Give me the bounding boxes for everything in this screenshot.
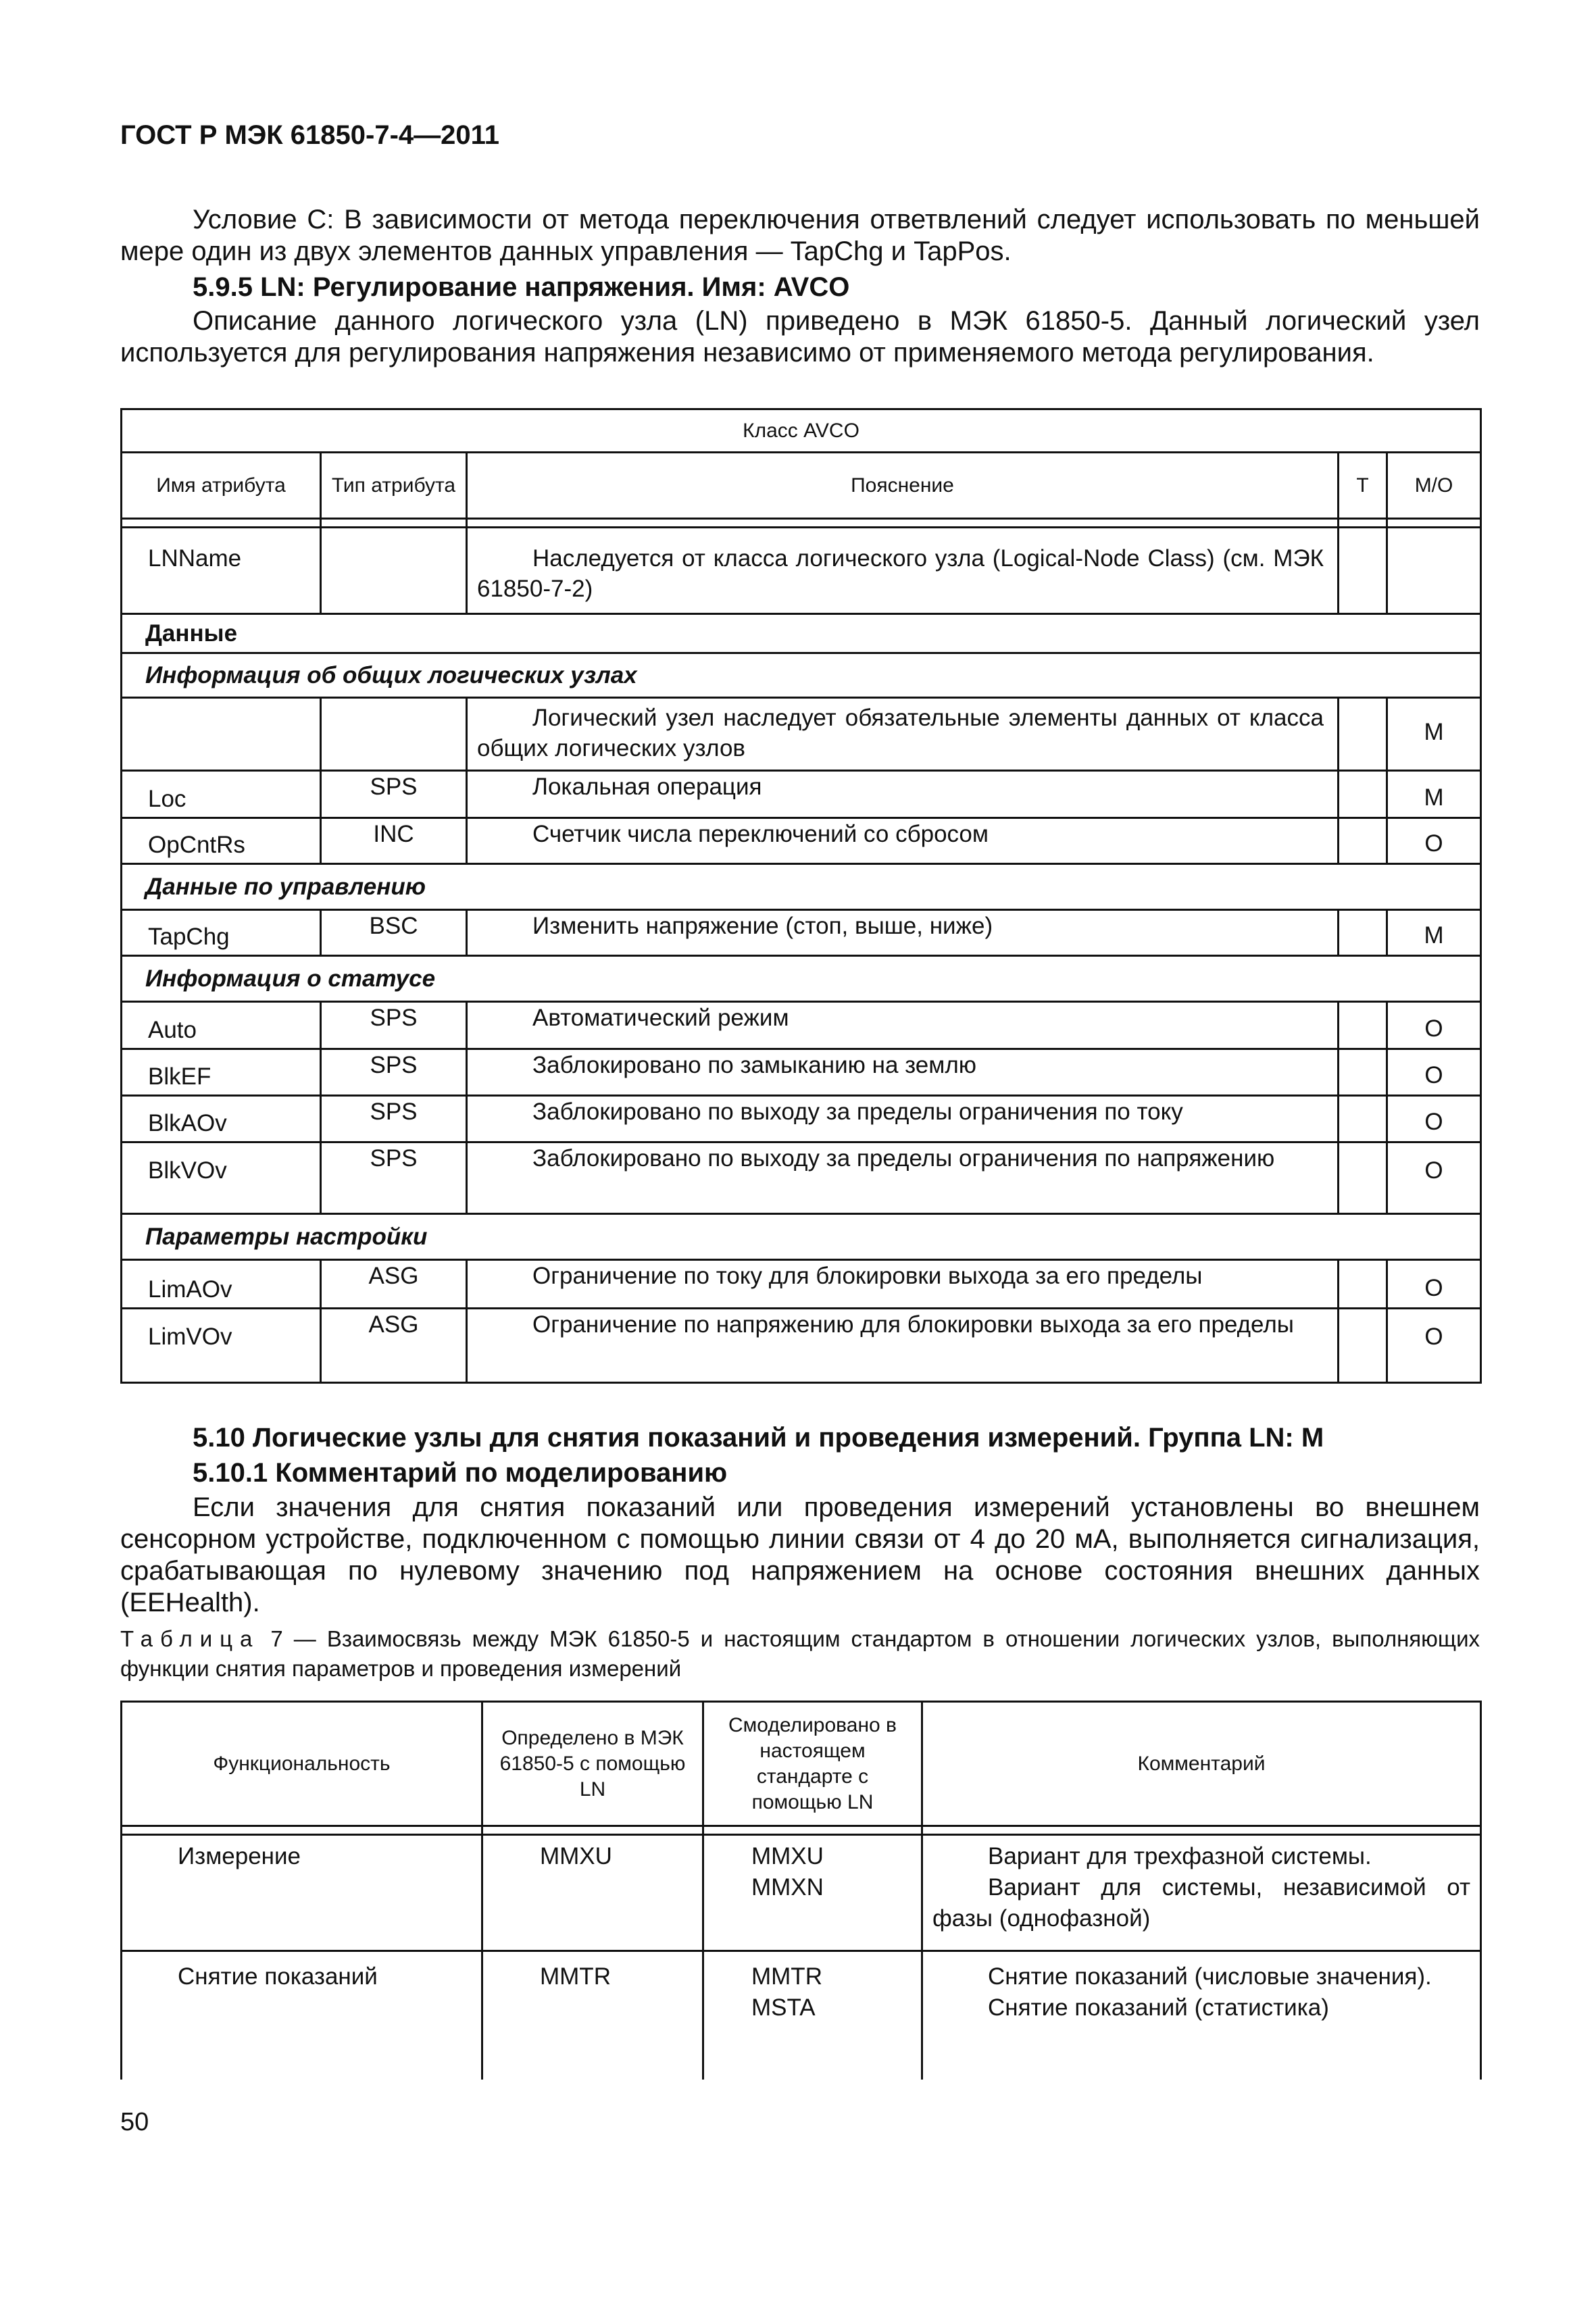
t7-col-defined: Определено в МЭК 61850-5 с помощью LN — [482, 1702, 703, 1826]
table7-caption-label: Таблица — [120, 1626, 260, 1651]
col-mo: M/O — [1387, 453, 1481, 519]
t7-col-modeled: Смоделировано в настоящем стандарте с помощью LN — [703, 1702, 922, 1826]
document-header: ГОСТ Р МЭК 61850-7-4—2011 — [120, 120, 499, 150]
col-attribute-type: Тип атрибута — [321, 453, 467, 519]
t7-col-functionality: Функциональность — [122, 1702, 482, 1826]
page-number: 50 — [120, 2108, 149, 2136]
paragraph-avco-description: Описание данного логического узла (LN) приведено в МЭК 61850-5. Данный логический узел используется для регулирования напряжения независимо от применяемого метода регулирования. — [120, 306, 1480, 368]
t7-col-comment: Комментарий — [922, 1702, 1481, 1826]
avco-class-table — [120, 408, 1482, 1384]
section-common-info: Информация об общих логических узлах — [122, 653, 1481, 698]
table7-caption-text: 7 — Взаимосвязь между МЭК 61850-5 и настоящим стандартом в отношении логических узлов, выполняющих функции снятия параметров и проведения измерений — [120, 1626, 1480, 1681]
section-control-data: Данные по управлению — [122, 864, 1481, 910]
table7-functionality — [120, 1701, 1482, 2080]
table-row: Снятие показаний MMTR MMTR MSTA Снятие показаний (числовые значения). Снятие показаний (статистика) — [122, 1951, 1481, 2080]
table-row: Логический узел наследует обязательные элементы данных от класса общих логических узлов M — [122, 698, 1481, 771]
table-row: Loc SPS Локальная операция M — [122, 771, 1481, 818]
section-heading-avco: 5.9.5 LN: Регулирование напряжения. Имя: AVCO — [193, 272, 850, 302]
section-status-info: Информация о статусе — [122, 956, 1481, 1002]
table-row: TapChg BSC Изменить напряжение (стоп, выше, ниже) M — [122, 910, 1481, 956]
section-heading-5101: 5.10.1 Комментарий по моделированию — [193, 1458, 728, 1488]
table-row: Auto SPS Автоматический режим O — [122, 1002, 1481, 1049]
table7-caption — [120, 1624, 1480, 1684]
avco-table-title: Класс AVCO — [122, 409, 1481, 453]
section-heading-510: 5.10 Логические узлы для снятия показаний и проведения измерений. Группа LN: М — [193, 1423, 1324, 1453]
paragraph-condition: Условие С: В зависимости от метода переключения ответвлений следует использовать по меньшей мере один из двух элементов данных управления — TapChg и TapPos. — [120, 205, 1480, 266]
section-settings: Параметры настройки — [122, 1214, 1481, 1260]
table-row: BlkVOv SPS Заблокировано по выходу за пределы ограничения по напряжению O — [122, 1142, 1481, 1214]
table-row: BlkEF SPS Заблокировано по замыканию на землю O — [122, 1049, 1481, 1096]
table-row: OpCntRs INC Счетчик числа переключений со сбросом O — [122, 818, 1481, 864]
paragraph-modeling-comment: Если значения для снятия показаний или проведения измерений установлены во внешнем сенсорном устройстве, подключенном с помощью линии связи от 4 до 20 мА, выполняется сигнализация, срабатывающая по нулевому значению под напряжением на основе состояния внешних данных (EEHealth). — [120, 1492, 1480, 1617]
table-row: BlkAOv SPS Заблокировано по выходу за пределы ограничения по току O — [122, 1096, 1481, 1142]
col-t: T — [1339, 453, 1387, 519]
section-data: Данные — [122, 614, 1481, 653]
table-row: LNName Наследуется от класса логического узла (Logical-Node Class) (см. МЭК 61850-7-2) — [122, 528, 1481, 614]
col-explanation: Пояснение — [467, 453, 1339, 519]
table-row: Измерение MMXU MMXU MMXN Вариант для трехфазной системы. Вариант для системы, независимой от фазы (однофазной) — [122, 1835, 1481, 1951]
table-row: LimVOv ASG Ограничение по напряжению для блокировки выхода за его пределы O — [122, 1309, 1481, 1383]
col-attribute-name: Имя атрибута — [122, 453, 321, 519]
table-row: LimAOv ASG Ограничение по току для блокировки выхода за его пределы O — [122, 1260, 1481, 1309]
